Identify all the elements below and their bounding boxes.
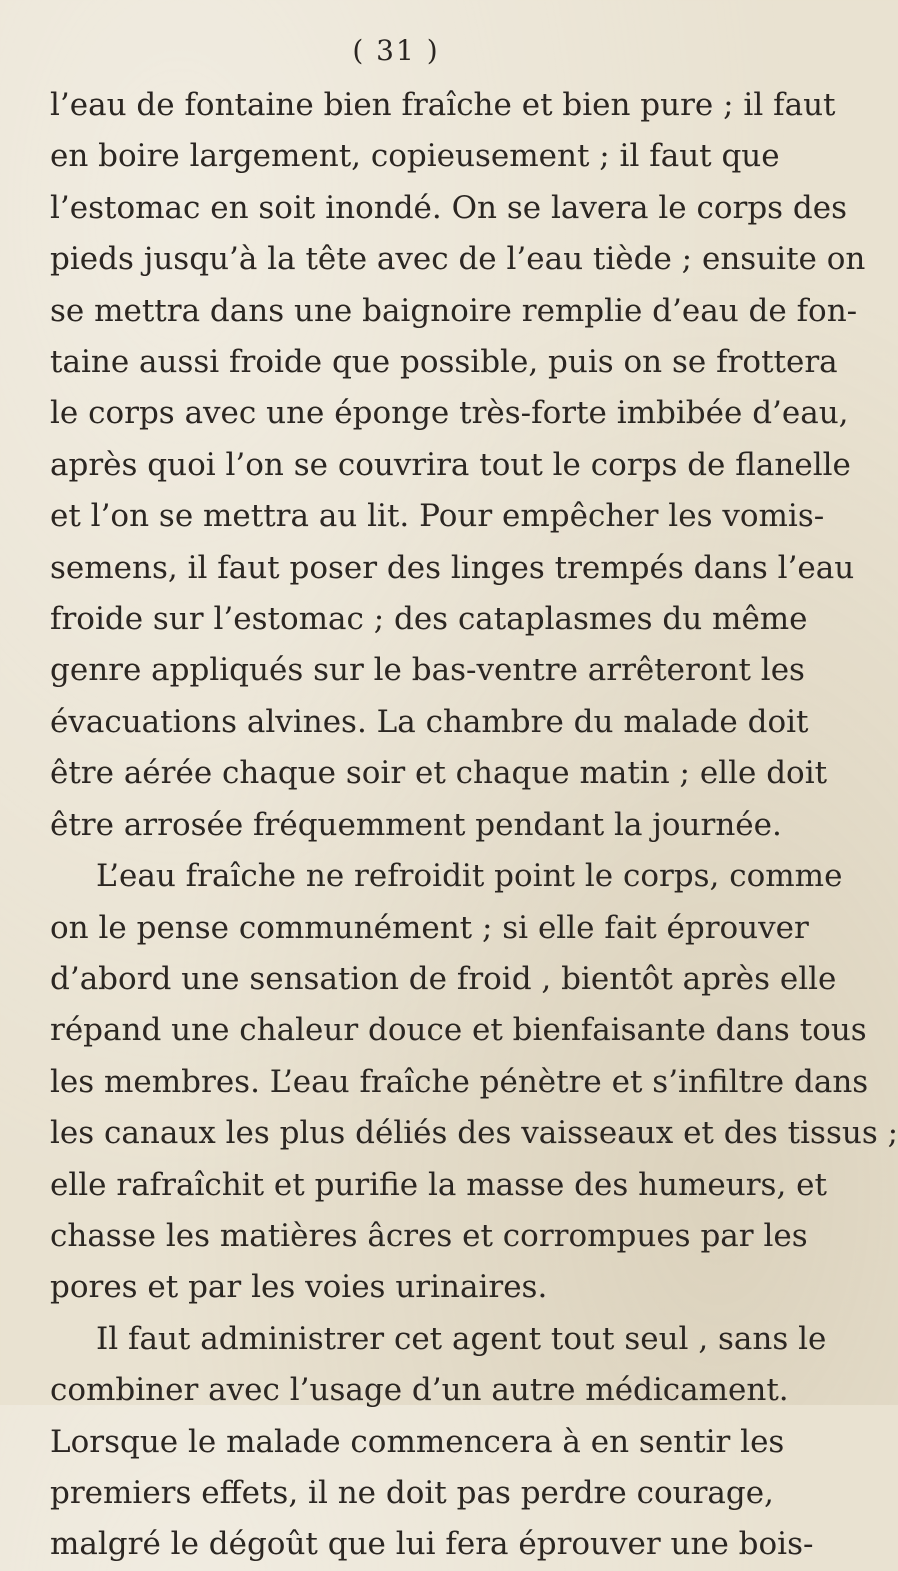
paragraph-2 xyxy=(50,851,898,1314)
text-line: l’estomac en soit inondé. On se lavera le corps des xyxy=(50,189,848,226)
text-line: malgré le dégoût que lui fera éprouver une bois- xyxy=(50,1526,814,1563)
text-line: genre appliqués sur le bas-ventre arrêteront les xyxy=(50,652,805,689)
text-line: taine aussi froide que possible, puis on se frottera xyxy=(50,344,838,381)
text-line: évacuations alvines. La chambre du malade doit xyxy=(50,703,809,740)
text-line: les canaux les plus déliés des vaisseaux et des tissus ; xyxy=(50,1115,898,1152)
text-line: premiers effets, il ne doit pas perdre courage, xyxy=(50,1474,774,1511)
paragraph-3 xyxy=(50,1314,827,1571)
text-line: après quoi l’on se couvrira tout le corps de flanelle xyxy=(50,446,851,483)
text-line: en boire largement, copieusement ; il faut que xyxy=(50,138,780,175)
text-line: L’eau fraîche ne refroidit point le corps, comme xyxy=(96,858,843,895)
text-line: et l’on se mettra au lit. Pour empêcher les vomis- xyxy=(50,498,825,535)
text-line: être arrosée fréquemment pendant la journée. xyxy=(50,806,782,843)
text-line: les membres. L’eau fraîche pénètre et s’infiltre dans xyxy=(50,1063,869,1100)
text-line: d’abord une sensation de froid , bientôt après elle xyxy=(50,960,837,997)
text-line: combiner avec l’usage d’un autre médicament. xyxy=(50,1372,789,1409)
text-line: le corps avec une éponge très-forte imbibée d’eau, xyxy=(50,395,849,432)
text-line: pieds jusqu’à la tête avec de l’eau tiède ; ensuite on xyxy=(50,241,866,278)
text-line: pores et par les voies urinaires. xyxy=(50,1269,548,1306)
text-line: chasse les matières âcres et corrompues par les xyxy=(50,1217,808,1254)
text-line: être aérée chaque soir et chaque matin ; elle doit xyxy=(50,755,828,792)
text-line: Il faut administrer cet agent tout seul , sans le xyxy=(96,1320,827,1357)
text-line: froide sur l’estomac ; des cataplasmes du même xyxy=(50,601,808,638)
text-line: elle rafraîchit et purifie la masse des humeurs, et xyxy=(50,1166,827,1203)
text-line: l’eau de fontaine bien fraîche et bien pure ; il faut xyxy=(50,87,836,123)
paragraph-1 xyxy=(50,80,866,851)
text-line: Lorsque le malade commencera à en sentir les xyxy=(50,1423,785,1460)
text-line: répand une chaleur douce et bienfaisante dans tous xyxy=(50,1012,867,1049)
text-line: on le pense communément ; si elle fait éprouver xyxy=(50,909,809,946)
text-line: semens, il faut poser des linges trempés dans l’eau xyxy=(50,549,855,586)
page-number: ( 31 ) xyxy=(352,34,440,67)
text-line: se mettra dans une baignoire remplie d’eau de fon- xyxy=(50,292,858,329)
